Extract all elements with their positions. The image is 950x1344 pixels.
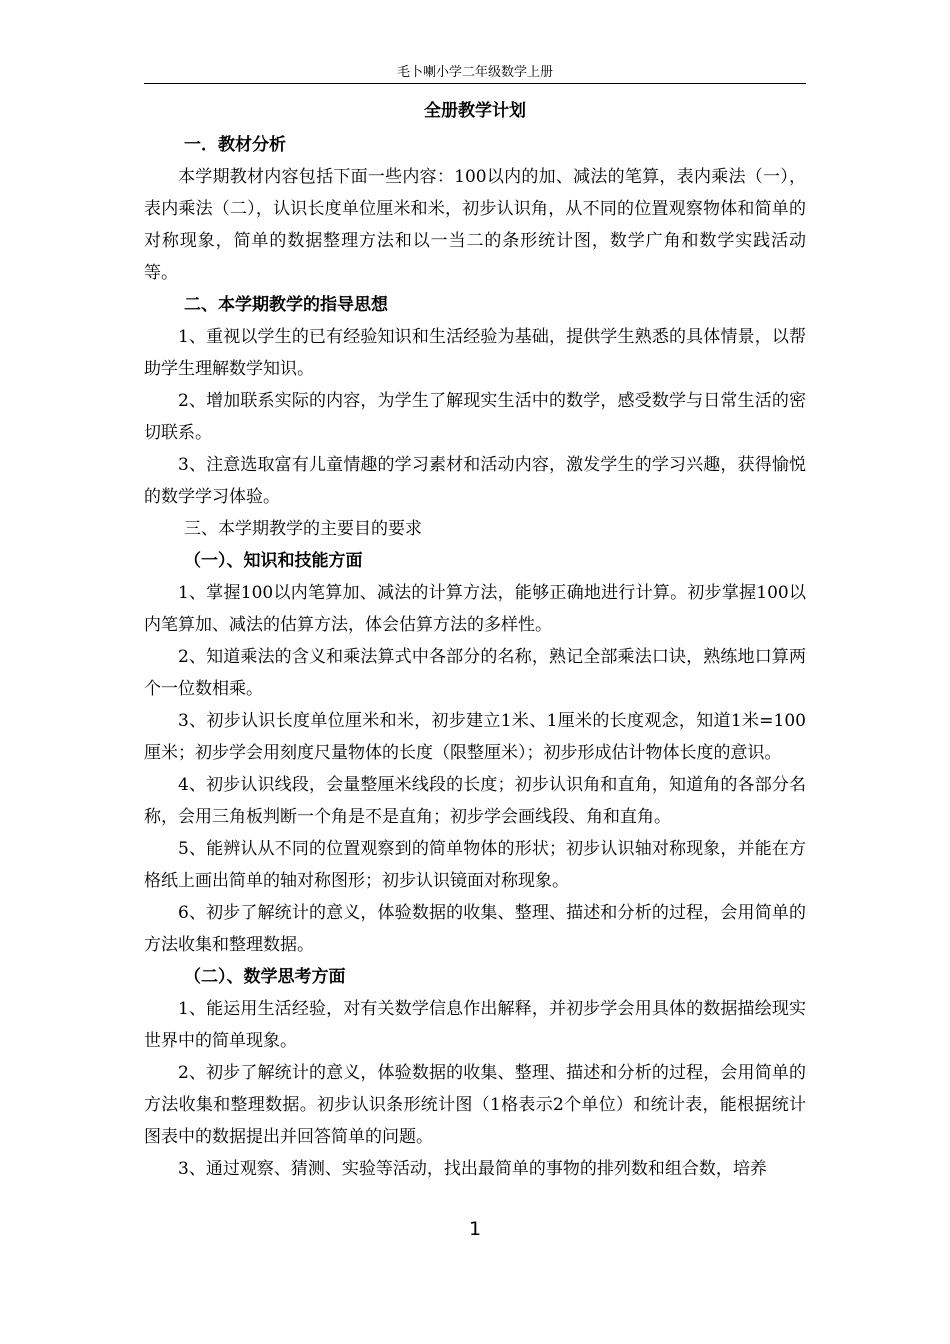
section-heading: 三、本学期教学的主要目的要求 xyxy=(184,519,422,539)
document-title: 全册教学计划 xyxy=(424,101,526,121)
body-paragraph: 本学期教材内容包括下面一些内容：100以内的加、减法的笔算，表内乘法（一），表内乘法（二），认识长度单位厘米和米，初步认识角，从不同的位置观察物体和简单的对称现象，简单的数据整理方法和以一当二的条形统计图，数学广角和数学实践活动等。 xyxy=(144,167,806,283)
content-blocks xyxy=(144,129,806,1185)
body-paragraph: 1、重视以学生的已有经验知识和生活经验为基础，提供学生熟悉的具体情景，以帮助学生理解数学知识。 xyxy=(144,327,806,379)
header-divider xyxy=(144,83,806,84)
body-paragraph: 1、能运用生活经验，对有关数学信息作出解释，并初步学会用具体的数据描绘现实世界中的简单现象。 xyxy=(144,999,806,1051)
body-paragraph: 3、初步认识长度单位厘米和米，初步建立1米、1厘米的长度观念，知道1米=100厘米；初步学会用刻度尺量物体的长度（限整厘米）；初步形成估计物体长度的意识。 xyxy=(144,711,806,763)
body-paragraph: 6、初步了解统计的意义，体验数据的收集、整理、描述和分析的过程，会用简单的方法收集和整理数据。 xyxy=(144,903,806,955)
running-header: 毛卜喇小学二年级数学上册 xyxy=(396,65,553,80)
page-number: 1 xyxy=(468,1218,482,1240)
body-paragraph: 3、通过观察、猜测、实验等活动，找出最简单的事物的排列数和组合数，培养 xyxy=(178,1159,767,1179)
body-paragraph: 2、初步了解统计的意义，体验数据的收集、整理、描述和分析的过程，会用简单的方法收集和整理数据。初步认识条形统计图（1格表示2个单位）和统计表，能根据统计图表中的数据提出并回答简单的问题。 xyxy=(144,1063,806,1147)
body-paragraph: 4、初步认识线段，会量整厘米线段的长度；初步认识角和直角，知道角的各部分名称，会用三角板判断一个角是不是直角；初步学会画线段、角和直角。 xyxy=(144,775,806,827)
section-heading: （一）、知识和技能方面 xyxy=(184,551,363,571)
section-heading: （二）、数学思考方面 xyxy=(184,967,346,987)
body-paragraph: 5、能辨认从不同的位置观察到的简单物体的形状；初步认识轴对称现象，并能在方格纸上画出简单的轴对称图形；初步认识镜面对称现象。 xyxy=(144,839,806,891)
body-paragraph: 1、掌握100以内笔算加、减法的计算方法，能够正确地进行计算。初步掌握100以内笔算加、减法的估算方法，体会估算方法的多样性。 xyxy=(144,583,806,635)
section-heading: 一．教材分析 xyxy=(184,135,286,155)
body-paragraph: 2、增加联系实际的内容，为学生了解现实生活中的数学，感受数学与日常生活的密切联系。 xyxy=(144,391,806,443)
body-paragraph: 2、知道乘法的含义和乘法算式中各部分的名称，熟记全部乘法口诀，熟练地口算两个一位数相乘。 xyxy=(144,647,806,699)
body-paragraph: 3、注意选取富有儿童情趣的学习素材和活动内容，激发学生的学习兴趣，获得愉悦的数学学习体验。 xyxy=(144,455,806,507)
section-heading: 二、本学期教学的指导思想 xyxy=(184,295,388,315)
document-body xyxy=(144,97,806,1185)
